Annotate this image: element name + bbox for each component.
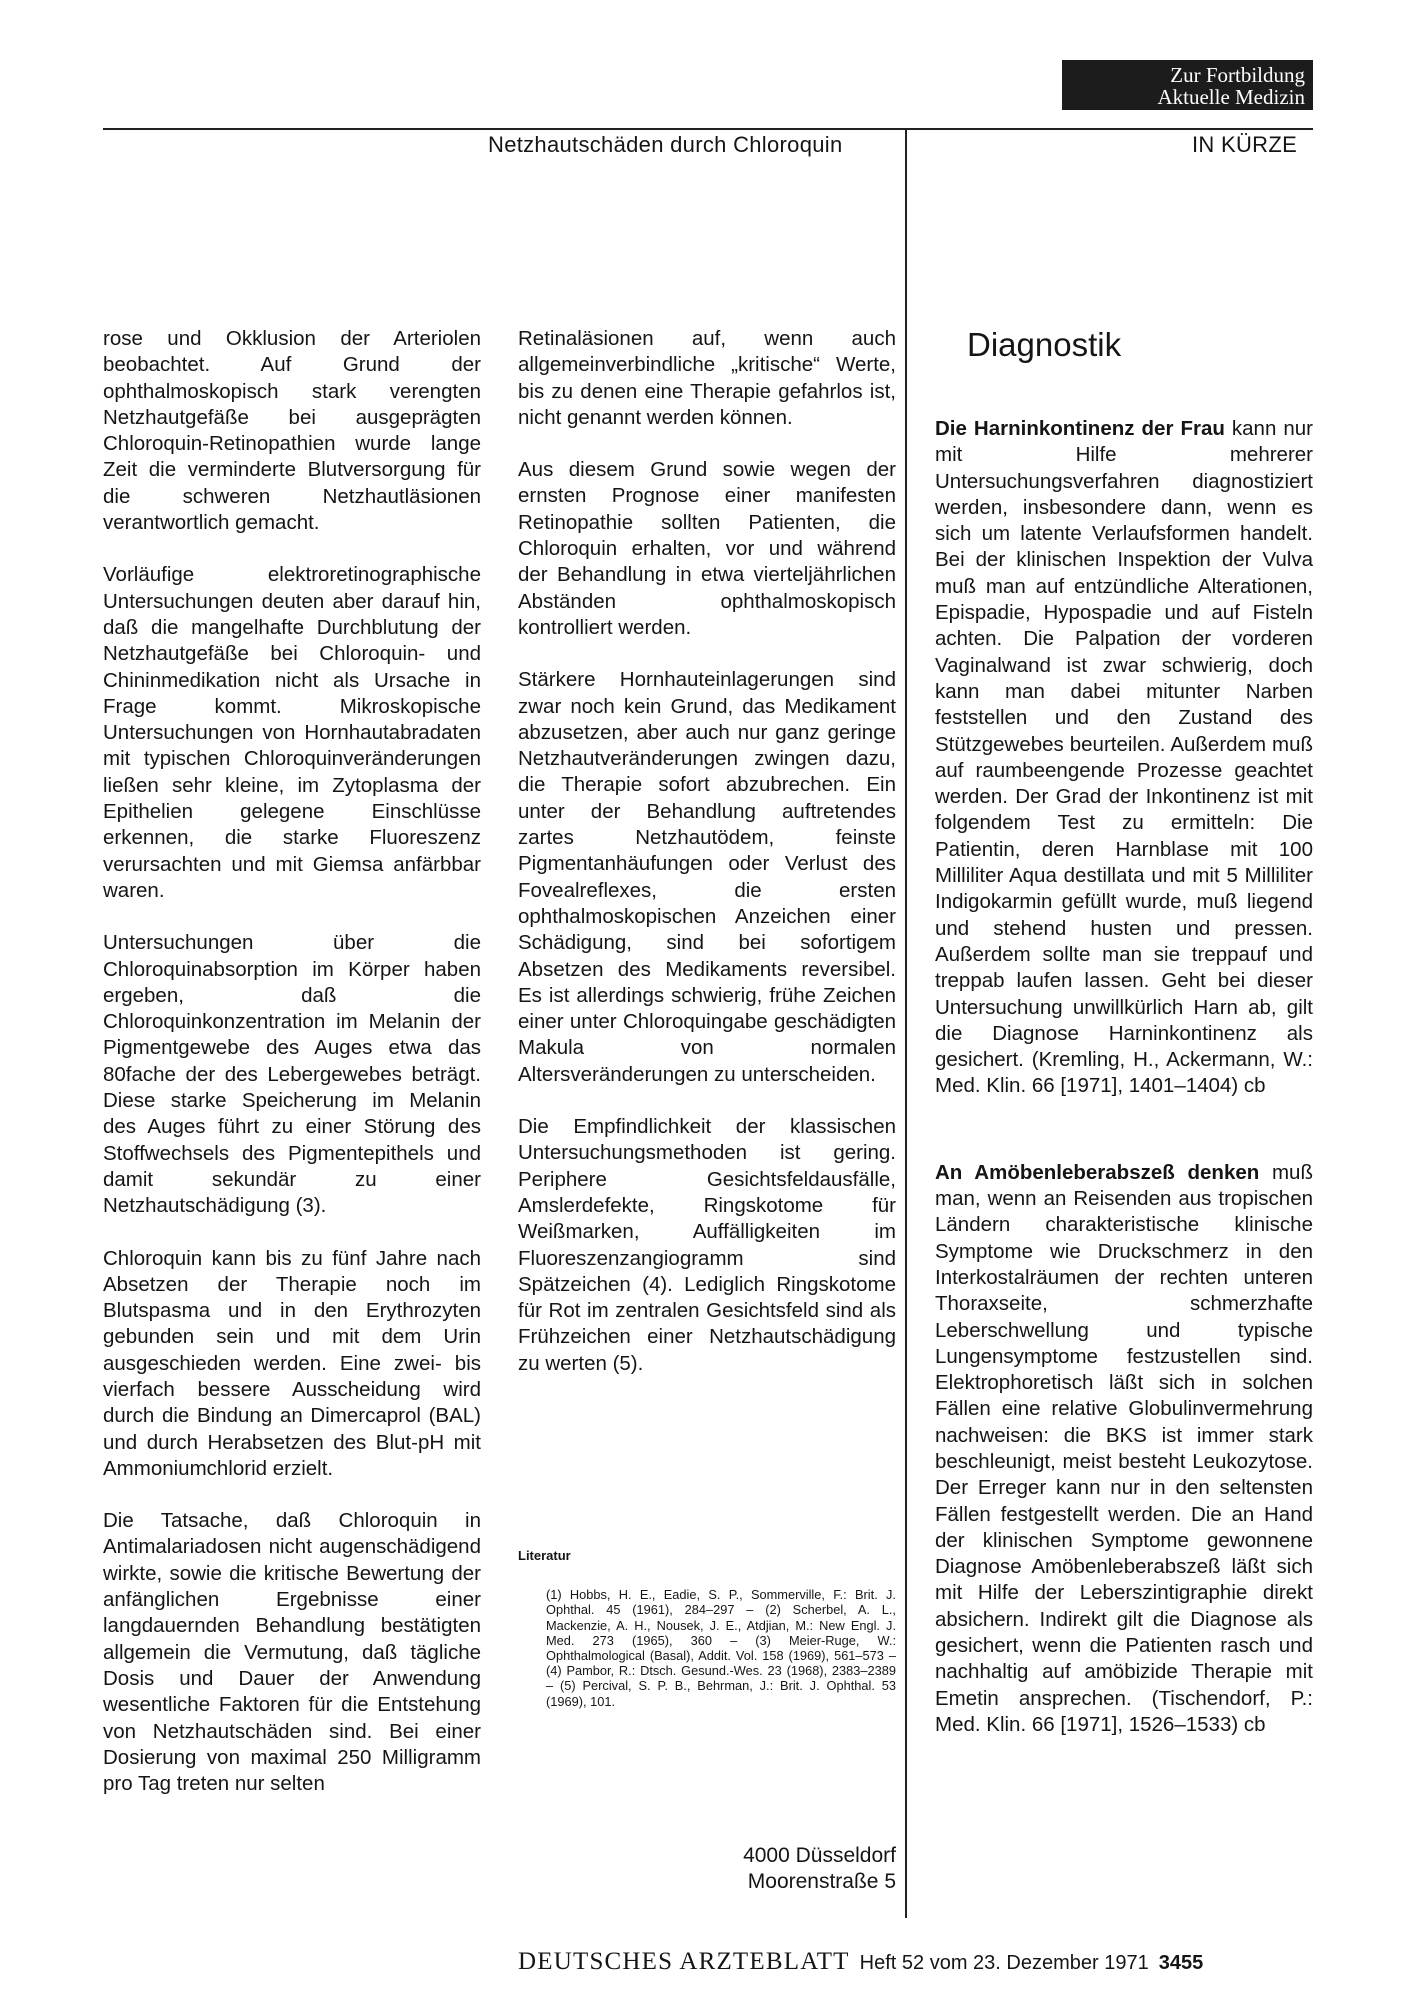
- paragraph: Retinaläsionen auf, wenn auch allgemeinverbindliche „kritische“ Werte, bis zu denen eine Therapie gefahrlos ist, nicht genannt werden können.: [518, 327, 896, 429]
- author-address: [700, 1843, 896, 1895]
- article-column-1: [103, 326, 481, 1797]
- issue-info: Heft 52 vom 23. Dezember 1971: [859, 1952, 1149, 1974]
- paragraph: Untersuchungen über die Chloroquinabsorption im Körper haben ergeben, daß die Chloroquinkonzentration im Melanin der Pigmentgewebe des Auges etwa das 80fache der des Lebergewebes beträgt. Diese starke Speicherung im Melanin des Auges führt zu einer Störung des Stoffwechsels des Pigmentepithels und damit sekundär zu einer Netzhautschädigung (3).: [103, 931, 481, 1218]
- paragraph: Vorläufige elektroretinographische Untersuchungen deuten aber darauf hin, daß die mangelhafte Durchblutung der Netzhautgefäße bei Chloroquin- und Chininmedikation nicht als Ursache in Frage kommt. Mikroskopische Untersuchungen von Hornhautabradaten mit typischen Chloroquinveränderungen ließen sehr kleine, im Zytoplasma der Epithelien gelegene Einschlüsse erkennen, die starke Fluoreszenz verursachten und mit Giemsa anfärbbar waren.: [103, 563, 481, 902]
- address-street: Moorenstraße 5: [747, 1870, 896, 1893]
- paragraph: Chloroquin kann bis zu fünf Jahre nach Absetzen der Therapie noch im Blutspasma und in den Erythrozyten gebunden sein und mit dem Urin ausgeschieden werden. Eine zwei- bis vierfach bessere Ausscheidung wird durch die Bindung an Dimercaprol (BAL) und durch Herabsetzen des Blut-pH mit Ammoniumchlorid erzielt.: [103, 1246, 481, 1480]
- references: [518, 1548, 896, 1709]
- news-item: [935, 416, 1313, 1100]
- section-label: [1062, 60, 1313, 110]
- section-label-line2: Aktuelle Medizin: [1157, 85, 1305, 109]
- address-city: 4000 Düsseldorf: [743, 1844, 896, 1867]
- paragraph: Die Tatsache, daß Chloroquin in Antimalariadosen nicht augenschädigend wirkte, sowie die kritische Bewertung der anfänglichen Ergebnisse einer langdauernden Behandlung bestätigten allgemein die Vermutung, daß tägliche Dosis und Dauer der Anwendung wesentliche Faktoren für die Entstehung von Netzhautschäden sind. Bei einer Dosierung von maximal 250 Milligramm pro Tag treten nur selten: [103, 1509, 481, 1796]
- article-column-2: [518, 326, 896, 1377]
- news-item-lead: An Amöbenleberabszeß denken: [935, 1160, 1260, 1184]
- page-number: 3455: [1158, 1952, 1204, 1974]
- news-column: [935, 326, 1313, 1738]
- news-item-lead: Die Harninkontinenz der Frau: [935, 417, 1225, 440]
- journal-name: DEUTSCHES ARZTEBLATT: [518, 1948, 850, 1975]
- paragraph: rose und Okklusion der Arteriolen beobachtet. Auf Grund der ophthalmoskopisch stark verengten Netzhautgefäße bei ausgeprägten Chloroquin-Retinopathien wurde lange Zeit die verminderte Blutversorgung für die schweren Netzhautläsionen verantwortlich gemacht.: [103, 327, 481, 535]
- section-label-line1: Zur Fortbildung: [1170, 63, 1305, 87]
- paragraph: Stärkere Hornhauteinlagerungen sind zwar noch kein Grund, das Medikament abzusetzen, aber auch nur ganz geringe Netzhautveränderungen zwingen dazu, die Therapie sofort abzubrechen. Ein unter der Behandlung auftretendes zartes Netzhautödem, feinste Pigmentanhäufungen oder Verlust des Fovealreflexes, die ersten ophthalmoskopischen Anzeichen einer Schädigung, sind bei sofortigem Absetzen des Medikaments reversibel. Es ist allerdings schwierig, frühe Zeichen einer unter Chloroquingabe geschädigten Makula von normalen Altersveränderungen zu unterscheiden.: [518, 668, 896, 1086]
- column-divider: [905, 128, 907, 1918]
- header-rule: [103, 128, 1313, 130]
- running-head-section: IN KÜRZE: [1192, 132, 1298, 157]
- references-title: Literatur: [518, 1548, 571, 1563]
- news-item-text: muß man, wenn an Reisenden aus tropischen Ländern charakteristische klinische Symptome wie Druckschmerz in den Interkostalräumen der rechten unteren Thoraxseite, schmerzhafte Leberschwellung und typische Lungensymptome festzustellen sind. Elektrophoretisch läßt sich in solchen Fällen eine relative Globulinvermehrung nachweisen: die BKS ist immer stark beschleunigt, meist besteht Leukozytose. Der Erreger kann nur in den seltensten Fällen festgestellt werden. Die an Hand der klinischen Symptome gewonnene Diagnose Amöbenleberabszeß läßt sich mit Hilfe der Leberszintigraphie direkt absichern. Indirekt gilt die Diagnose als gesichert, wenn die Patienten rasch und nachhaltig auf amöbizide Therapie mit Emetin ansprechen. (Tischendorf, P.: Med. Klin. 66 [1971], 1526–1533) cb: [935, 1160, 1313, 1736]
- section-title: Diagnostik: [967, 326, 1122, 363]
- news-item: [935, 1160, 1313, 1739]
- paragraph: Aus diesem Grund sowie wegen der ernsten Prognose einer manifesten Retinopathie sollten Patienten, die Chloroquin erhalten, vor und während der Behandlung in etwa vierteljährlichen Abständen ophthalmoskopisch kontrolliert werden.: [518, 458, 896, 639]
- news-item-text: kann nur mit Hilfe mehrerer Untersuchungsverfahren diagnostiziert werden, insbesondere dann, wenn es sich um latente Verlaufsformen handelt. Bei der klinischen Inspektion der Vulva muß man auf entzündliche Alterationen, Epispadie, Hypospadie und auf Fisteln achten. Die Palpation der vorderen Vaginalwand ist zwar schwierig, doch kann man dabei mitunter Narben feststellen und den Zustand des Stützgewebes beurteilen. Außerdem muß auf raumbeengende Prozesse geachtet werden. Der Grad der Inkontinenz ist mit folgendem Test zu ermitteln: Die Patientin, deren Harnblase mit 100 Milliliter Aqua destillata und mit 5 Milliliter Indigokarmin gefüllt wurde, muß liegend und stehend husten und pressen. Außerdem sollte man sie treppauf und treppab laufen lassen. Geht bei dieser Untersuchung unwillkürlich Harn ab, gilt die Diagnose Harninkontinenz als gesichert. (Kremling, H., Ackermann, W.: Med. Klin. 66 [1971], 1401–1404) cb: [935, 417, 1313, 1098]
- page-footer: [518, 1948, 1313, 1976]
- paragraph: Die Empfindlichkeit der klassischen Untersuchungsmethoden ist gering. Periphere Gesichtsfeldausfälle, Amslerdefekte, Ringskotome für Weißmarken, Auffälligkeiten im Fluoreszenzangiogramm sind Spätzeichen (4). Lediglich Ringskotome für Rot im zentralen Gesichtsfeld sind als Frühzeichen einer Netzhautschädigung zu werten (5).: [518, 1115, 896, 1375]
- running-head-title: Netzhautschäden durch Chloroquin: [488, 132, 843, 157]
- references-list: (1) Hobbs, H. E., Eadie, S. P., Sommerville, F.: Brit. J. Ophthal. 45 (1961), 284–297 – (2) Scherbel, A. L., Mackenzie, A. H., Nousek, J. E., Atdjian, M.: New Engl. J. Med. 273 (1965), 360 – (3) Meier-Ruge, W.: Ophthalmological (Basal), Addit. Vol. 158 (1969), 561–573 – (4) Pambor, R.: Dtsch. Gesund.-Wes. 23 (1968), 2383–2389 – (5) Percival, S. P. B., Behrman, J.: Brit. J. Ophthal. 53 (1969), 101.: [546, 1587, 896, 1709]
